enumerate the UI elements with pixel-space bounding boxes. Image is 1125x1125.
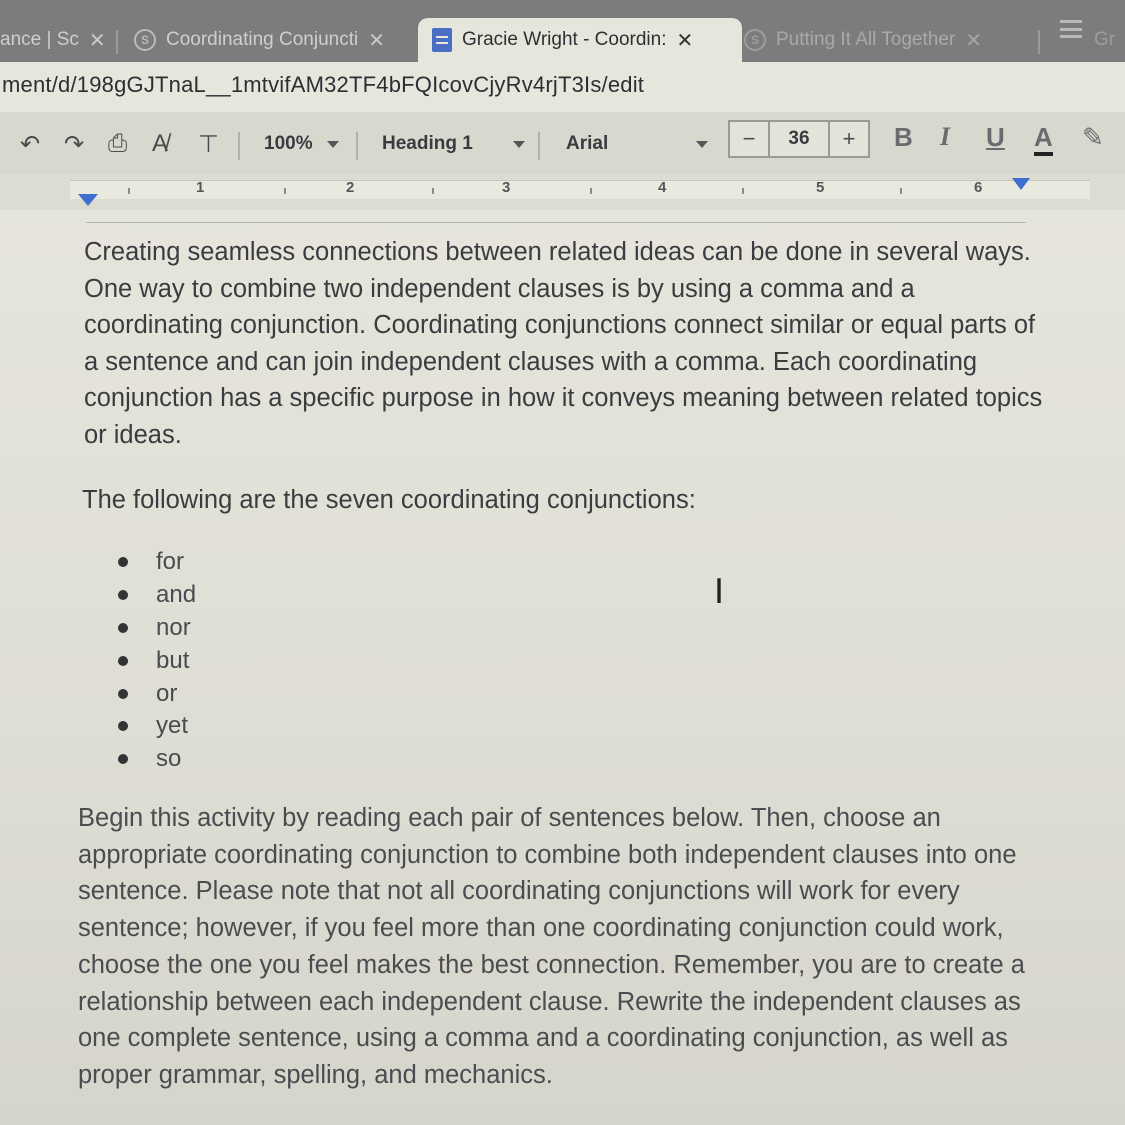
ruler-tick	[128, 188, 130, 194]
spellcheck-icon: A̸	[152, 130, 169, 157]
increase-font-size-button[interactable]: +	[842, 126, 856, 151]
print-button[interactable]	[108, 128, 127, 160]
font-value: Arial	[566, 133, 609, 154]
document-page[interactable]	[0, 210, 1125, 1125]
url-text[interactable]: ment/d/198gGJTnaL__1mtvifAM32TF4bFQIcovCjyRv4rjT3Is/edit	[2, 72, 645, 97]
left-indent-handle[interactable]	[78, 194, 98, 206]
ruler-tick	[900, 188, 902, 194]
list-item-text: but	[156, 646, 190, 674]
instructions-paragraph[interactable]: Begin this activity by reading each pair of sentences below. Then, choose an appropriate coordinating conjunction to combine both independent clauses into one sentence. Please note that not all coordinating conjunctions will work for every sentence; however, if you feel more than one coordinating conjunction could work, choose the one you feel makes the best connection. Remember, you are to create a relationship between each independent clause. Rewrite the independent clauses as one complete sentence, using a comma and a coordinating conjunction, as well as proper grammar, spelling, and mechanics.	[78, 804, 1025, 1089]
list-item-text: for	[156, 548, 185, 576]
ruler[interactable]	[0, 174, 1125, 210]
site-icon: S	[744, 29, 766, 51]
undo-icon: ↶	[20, 130, 41, 158]
google-docs-icon	[432, 28, 452, 52]
undo-button[interactable]	[20, 128, 40, 160]
list-item[interactable]	[118, 644, 196, 677]
bullet-icon	[118, 590, 128, 600]
redo-icon: ↷	[64, 130, 85, 158]
tab-label: Gr	[1094, 29, 1116, 50]
chevron-down-icon	[696, 141, 708, 148]
bullet-icon	[118, 689, 128, 699]
tab-gracie-wright-doc[interactable]	[418, 18, 742, 62]
zoom-select[interactable]	[264, 128, 339, 160]
docs-menu-icon[interactable]	[1060, 20, 1082, 38]
close-icon[interactable]: ✕	[676, 29, 694, 52]
list-item-text: nor	[156, 613, 191, 641]
list-item-text: yet	[156, 712, 189, 740]
bold-button[interactable]: B	[894, 122, 913, 152]
close-icon[interactable]: ✕	[368, 29, 385, 52]
close-icon[interactable]: ✕	[88, 29, 106, 52]
right-indent-handle[interactable]	[1012, 178, 1030, 190]
toolbar-divider	[356, 132, 358, 160]
toolbar-divider	[538, 132, 540, 160]
highlight-pen-icon[interactable]: ✎	[1082, 122, 1104, 152]
paint-format-button[interactable]	[198, 128, 219, 160]
ruler-number: 6	[974, 179, 983, 196]
tab-label: Coordinating Conjuncti	[166, 29, 359, 50]
zoom-value: 100%	[264, 133, 313, 154]
ruler-number: 3	[502, 179, 511, 196]
list-item[interactable]	[118, 677, 196, 710]
site-icon: S	[134, 29, 156, 51]
ruler-tick	[432, 188, 434, 194]
ruler-tick	[590, 188, 592, 194]
ruler-number: 5	[816, 179, 825, 196]
chevron-down-icon	[327, 141, 339, 148]
italic-button[interactable]: I	[940, 122, 951, 151]
bullet-icon	[118, 557, 128, 567]
ruler-tick	[284, 188, 286, 194]
browser-tab-strip	[0, 0, 1125, 62]
list-item-text: so	[156, 745, 182, 773]
tab-next[interactable]	[1094, 18, 1125, 62]
tab-prev[interactable]	[0, 18, 108, 62]
list-item-text: and	[156, 581, 197, 609]
list-item[interactable]	[118, 710, 196, 743]
tab-divider	[1038, 30, 1040, 54]
list-heading[interactable]: The following are the seven coordinating conjunctions:	[82, 486, 696, 514]
tab-label: Putting It All Together	[776, 29, 956, 50]
font-select[interactable]	[566, 128, 708, 160]
chevron-down-icon	[513, 141, 525, 148]
close-icon[interactable]: ✕	[965, 29, 982, 52]
bullet-icon	[118, 721, 128, 731]
list-item[interactable]	[118, 546, 196, 579]
bullet-icon	[118, 623, 128, 633]
tab-putting-it-all-together[interactable]	[744, 18, 1034, 62]
redo-button[interactable]	[64, 128, 84, 160]
list-item-text: or	[156, 679, 178, 707]
text-color-button[interactable]: A	[1034, 122, 1053, 156]
conjunction-list	[118, 546, 196, 776]
list-item[interactable]	[118, 612, 196, 645]
paint-format-icon: ⊤	[198, 130, 219, 158]
print-icon: ⎙	[108, 130, 128, 157]
tab-label: Gracie Wright - Coordin:	[462, 29, 667, 50]
intro-paragraph[interactable]: Creating seamless connections between related ideas can be done in several ways. One way to combine two independent clauses is by using a comma and a coordinating conjunction. Coordinating conjunctions connect similar or equal parts of a sentence and can join independent clauses with a comma. Each coordinating conjunction has a specific purpose in how it conveys meaning between related topics or ideas.	[84, 238, 1043, 449]
text-cursor-icon: I	[714, 572, 725, 612]
decrease-font-size-button[interactable]: −	[742, 126, 756, 151]
font-size-value[interactable]: 36	[768, 122, 830, 156]
tab-coordinating-conjunctions[interactable]	[134, 18, 404, 62]
font-size-stepper[interactable]	[728, 120, 870, 158]
ruler-number: 2	[346, 179, 355, 196]
tab-label: ance | Sc	[0, 29, 79, 50]
address-bar[interactable]	[0, 62, 1125, 112]
bullet-icon	[118, 754, 128, 764]
spellcheck-button[interactable]	[152, 128, 168, 160]
toolbar-divider	[238, 132, 240, 160]
ruler-number: 4	[658, 179, 667, 196]
paragraph-style-select[interactable]	[382, 128, 525, 160]
ruler-tick	[742, 188, 744, 194]
list-item[interactable]	[118, 743, 196, 776]
underline-button[interactable]: U	[986, 122, 1005, 152]
heading-divider	[86, 222, 1026, 223]
ruler-number: 1	[196, 179, 205, 196]
paragraph-style-value: Heading 1	[382, 133, 473, 154]
list-item[interactable]	[118, 579, 196, 612]
tab-divider	[116, 30, 118, 54]
bullet-icon	[118, 656, 128, 666]
docs-toolbar	[0, 112, 1125, 175]
ruler-track	[70, 180, 1090, 199]
